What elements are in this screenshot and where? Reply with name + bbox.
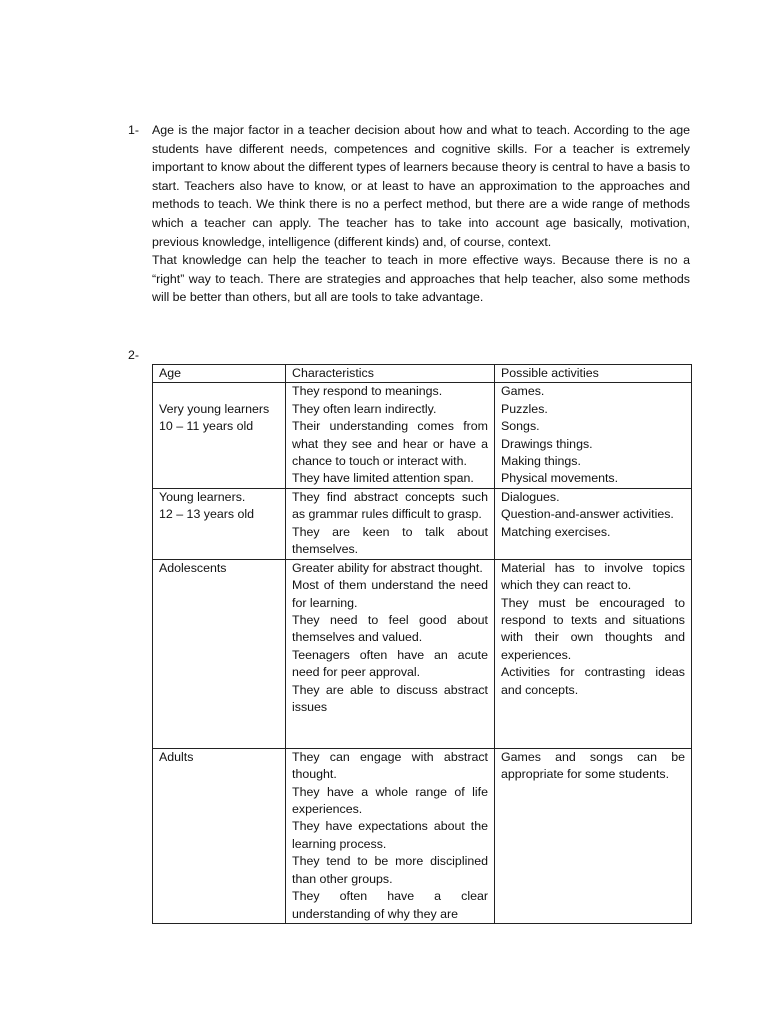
- characteristic-item: They are keen to talk about themselves.: [292, 524, 488, 557]
- age-cell: [153, 383, 286, 488]
- characteristics-cell: [286, 559, 495, 748]
- paragraph-1: Age is the major factor in a teacher decision about how and what to teach. According to the age students have different needs, competences and cognitive skills. For a teacher is extremely important to know about the different types of learners because theory is central to have a basis to start. Teachers also have to know, or at least to have an approximation to the approaches and methods to teach. We think there is no a perfect method, but there are a wide range of methods which a teacher can apply. The teacher has to take into account age basically, motivation, previous knowledge, intelligence (different kinds) and, of course, context.: [152, 123, 690, 249]
- table-row: [153, 559, 692, 748]
- characteristic-item: They need to feel good about themselves and valued.: [292, 613, 488, 645]
- characteristic-item: Most of them understand the need for learning.: [292, 578, 488, 610]
- age-line: 12 – 13 years old: [159, 507, 255, 522]
- characteristic-item: Teenagers often have an acute need for peer approval.: [292, 647, 488, 680]
- age-cell: [153, 559, 286, 748]
- paragraph-2: That knowledge can help the teacher to teach in more effective ways. Because there is no a “right” way to teach. There are strategies and approaches that help teacher, also some methods will be better than others, but all are tools to take advantage.: [152, 253, 690, 305]
- age-line: Very young learners: [159, 401, 270, 416]
- activity-item: Matching exercises.: [501, 524, 611, 539]
- activity-item: Dialogues.: [501, 489, 560, 504]
- activity-item: Games and songs can be appropriate for some students.: [501, 749, 685, 782]
- age-line: Adolescents: [159, 560, 227, 575]
- activities-cell: [495, 559, 692, 748]
- section-1-text: [152, 121, 690, 307]
- section-1-number: 1-: [128, 123, 140, 137]
- characteristic-item: They often have a clear understanding of why they are: [292, 889, 488, 921]
- characteristic-item: They can engage with abstract thought.: [292, 749, 488, 782]
- table-row: [153, 748, 692, 923]
- characteristic-item: Their understanding comes from what they see and hear or have a chance to touch or interact with.: [292, 419, 488, 469]
- activity-item: Drawings things.: [501, 436, 593, 451]
- age-line: [159, 383, 279, 400]
- activity-item: Activities for contrasting ideas and concepts.: [501, 665, 685, 697]
- characteristic-item: They often learn indirectly.: [292, 401, 437, 416]
- characteristic-item: Greater ability for abstract thought.: [292, 560, 483, 575]
- header-activities: Possible activities: [495, 365, 692, 383]
- table-row: [153, 488, 692, 559]
- age-line: Young learners.: [159, 489, 246, 504]
- header-characteristics: Characteristics: [286, 365, 495, 383]
- characteristics-cell: [286, 748, 495, 923]
- activity-item: Games.: [501, 384, 545, 399]
- table-header-row: [153, 365, 692, 383]
- age-cell: [153, 748, 286, 923]
- activity-item: Question-and-answer activities.: [501, 507, 674, 522]
- characteristic-item: They tend to be more disciplined than other groups.: [292, 854, 488, 886]
- activity-item: Making things.: [501, 454, 581, 469]
- activity-item: They must be encouraged to respond to texts and situations with their own thoughts and experiences.: [501, 595, 685, 662]
- age-line: Adults: [159, 749, 194, 764]
- characteristics-cell: [286, 488, 495, 559]
- age-characteristics-table: [152, 364, 692, 924]
- activity-item: Material has to involve topics which they can react to.: [501, 560, 685, 593]
- activity-item: Puzzles.: [501, 401, 548, 416]
- age-line: 10 – 11 years old: [159, 419, 254, 434]
- characteristics-cell: [286, 383, 495, 488]
- table-row: [153, 383, 692, 488]
- characteristic-item: They have limited attention span.: [292, 471, 474, 486]
- age-cell: [153, 488, 286, 559]
- header-age: Age: [153, 365, 286, 383]
- characteristic-item: They respond to meanings.: [292, 384, 443, 399]
- characteristic-item: They find abstract concepts such as grammar rules difficult to grasp.: [292, 489, 488, 522]
- activities-cell: [495, 383, 692, 488]
- activities-cell: [495, 488, 692, 559]
- characteristic-item: They have expectations about the learning process.: [292, 819, 488, 851]
- characteristic-item: They have a whole range of life experiences.: [292, 784, 488, 817]
- activity-item: Physical movements.: [501, 471, 619, 486]
- section-2-number: 2-: [128, 348, 140, 362]
- activities-cell: [495, 748, 692, 923]
- characteristic-item: They are able to discuss abstract issues: [292, 682, 488, 715]
- activity-item: Songs.: [501, 419, 540, 434]
